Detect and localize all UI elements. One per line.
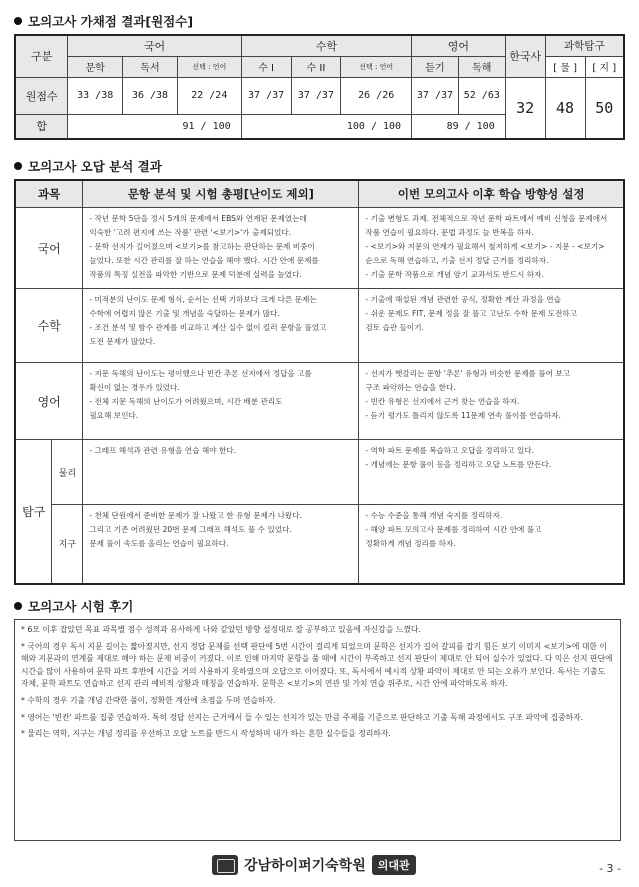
subheader-kor-elective: 선택 : 언어 [177,56,241,77]
score-history: 32 [505,77,545,139]
review-section-title [14,597,133,615]
bullet-icon [14,17,22,25]
plan-line: - 역학 파트 문제를 복습하고 오답을 정리하고 있다. [365,446,535,455]
header-analysis: 문항 분석 및 시험 총평[난이도 제외] [83,180,359,208]
plan-line: - 개념에는 문항 풀이 등을 정리하고 오답 노트를 만든다. [365,460,552,469]
subject-math: 수학 [15,289,83,363]
subheader-kor-read: 독서 [123,56,178,77]
plan-line: - 해양 파트 모의고사 문제를 정리하여 시간 안에 풀고 [365,525,542,534]
bullet-icon [14,162,22,170]
plan-english [359,363,624,440]
score-science-1: 48 [545,77,585,139]
analysis-line: 작품의 특징 실전을 파악한 기반으로 문제 덕분에 실력을 높였다. [89,270,302,279]
analysis-line: - 그래프 해석과 관련 유형을 연습 해야 한다. [89,446,237,455]
subheader-science-1: [ 물 ] [545,56,585,77]
header-science: 과학탐구 [545,35,624,56]
analysis-earth-science [83,505,359,584]
score-table [14,34,625,140]
score-section-title [14,12,193,30]
subheader-math-elective: 선택 : 언어 [341,56,412,77]
analysis-line: 늘었다. 또한 시간 관리를 잘 하는 연습을 해야 했다. 시간 안에 문제를 [89,256,319,265]
analysis-table [14,179,625,585]
subheader-math1: 수 I [241,56,291,77]
plan-line: - 수능 수준을 통해 개념 숙지를 정리하자. [365,511,503,520]
score-math2: 37 /37 [291,77,341,114]
score-eng-read: 52 /63 [458,77,505,114]
analysis-korean [83,208,359,289]
score-kor-lit: 33 /38 [68,77,123,114]
analysis-english [83,363,359,440]
row-raw-label: 원점수 [15,77,68,114]
analysis-line: - 작년 문학 5단을 정시 5개의 문제에서 EBS와 연계된 문제였는데 [89,214,307,223]
page-number: - 3 - [599,862,621,875]
plan-line: 구조 파악하는 연습을 한다. [365,383,456,392]
review-paragraph: * 물리는 역학, 지구는 개념 정리를 우선하고 오답 노트를 반드시 작성하며 내가 하는 흔한 실수들을 정리하자. [21,729,391,739]
plan-line: 정확하게 개념 정리를 하자. [365,539,456,548]
header-history: 한국사 [505,35,545,77]
footer [212,855,416,875]
plan-line: 순으로 독해 연습하고, 기출 선지 정답 근거를 정리하자. [365,256,549,265]
row-total-label: 합 [15,114,68,139]
subheader-science-2: [ 지 ] [585,56,624,77]
header-category: 구분 [15,35,68,77]
analysis-line: - 지문 독해의 난이도는 평이했으나 빈칸 추론 선지에서 정답을 고를 [89,369,312,378]
subject-english: 영어 [15,363,83,440]
review-box [14,619,621,841]
score-kor-elective: 22 /24 [177,77,241,114]
plan-physics [359,440,624,505]
analysis-math [83,289,359,363]
score-math-elective: 26 /26 [341,77,412,114]
bullet-icon [14,602,22,610]
plan-line: - <보기>와 지문의 연계가 필요해서 철저하게 <보기> - 지문 - <보기> [365,242,605,251]
analysis-line: - 천체 단원에서 준비한 문제가 잘 나왔고 한 유형 문제가 나왔다. [89,511,302,520]
score-section-title-text: 모의고사 가채점 결과[원점수] [28,14,194,29]
analysis-section-title-text: 모의고사 오답 분석 결과 [28,159,162,174]
score-eng-listen: 37 /37 [412,77,459,114]
plan-line: - 쉬운 문제도 FIT, 문제 정을 잘 풀고 고난도 수학 문제 도전하고 [365,309,578,318]
plan-line: - 기출 변형도 과제. 전체적으로 작년 문학 파트에서 예비 신청을 문제에서 [365,214,608,223]
analysis-line: 도전 문제가 많았다. [89,337,156,346]
review-paragraph: * 수학의 경우 기출 개념 간략한 풀이, 정확한 계산에 초점을 두며 연습하자. [21,695,276,705]
plan-math [359,289,624,363]
academy-logo-icon [212,855,238,875]
header-plan: 이번 모의고사 이후 학습 방향성 설정 [359,180,624,208]
score-science-2: 50 [585,77,624,139]
score-kor-read: 36 /38 [123,77,178,114]
analysis-line: - 전체 지문 독해의 난이도가 어려웠으며, 시간 배분 관리도 [89,397,283,406]
branch-badge: 의대관 [372,855,416,875]
plan-line: - 기출 문학 작품으로 개념 암기 교과서도 반드시 하자. [365,270,544,279]
subheader-eng-read: 독해 [458,56,505,77]
analysis-line: - 문학 선지가 길어졌으며 <보기>를 참고하는 판단하는 문제 비중이 [89,242,315,251]
plan-line: - 선지가 헷갈리는 문항 '추론' 유형과 비슷한 문제를 풀어 보고 [365,369,571,378]
analysis-line: 필요해 보인다. [89,411,139,420]
plan-line: 작품 연습이 필요하다. 문법 과정도 늘 반복을 하자. [365,228,534,237]
header-subject: 과목 [15,180,83,208]
subheader-eng-listen: 듣기 [412,56,459,77]
subheader-math2: 수 II [291,56,341,77]
total-english: 89 / 100 [412,114,506,139]
analysis-line: - 미적분의 난이도 문제 형식, 순서는 선택 기하보다 크게 다른 문제는 [89,295,317,304]
analysis-line: - 조건 분석 및 함수 관계를 비교하고 계산 실수 없이 킬러 문항을 풀었고 [89,323,327,332]
academy-name: 강남하이퍼기숙학원 [244,858,366,874]
analysis-line: 확신이 없는 경우가 있었다. [89,383,180,392]
analysis-line: 수학에 어렵지 않은 기출 및 개념을 숙달하는 문제가 많다. [89,309,280,318]
plan-line: - 기출에 해설된 개념 관련한 공식, 정확한 계산 과정을 연습 [365,295,561,304]
review-paragraph: * 국어의 경우 독서 지문 길이는 짧아졌지만, 선지 정답 문제를 선택 판단에 5번 시간이 걸리게 되었으며 문학은 선지가 길어 갈피를 잡기 힘든 보기 이미지 <보기>에 대한 이해와 지문과의 연계를 제대로 해야 하는 문제 비중이 커졌다. 이로 인해 마지막 문항을 풀 때에 시간이 부족하고 선지 판단이 제대로 안 되어 실수가 있었다. 다 익은 선지 판단에 시간을 많이 사용하여 문학 파트 후반에 시간을 거의 사용하지 못하였으며 오답으로 이어졌다. 또, 독서에서 예시적 상황 파악이 제대로 안 되는 오류가 보인다. 독서는 기출도 자체, 문학 파트도 연습하고 선지 관리 예비적 상황과 매칭을 연습하자. 문학은 <보기>의 연관 및 가치 연습 위주로, 시간 안에 파악하도록 하자. [21,641,613,689]
analysis-line: 문제 풀이 속도를 올리는 연습이 필요하다. [89,539,229,548]
header-math: 수학 [241,35,411,56]
review-section-title-text: 모의고사 시험 후기 [28,599,134,614]
review-paragraph: * 6모 이후 잡았던 목표 과목별 점수 성적과 유사하게 나와 같았던 방향 설정대로 잘 공부하고 있음에 자신감을 느꼈다. [21,625,421,634]
analysis-line: 익숙한 '고려 편지에 쓰는 작품' 관련 '<보기>'가 출제되었다. [89,228,292,237]
header-korean: 국어 [68,35,241,56]
total-korean: 91 / 100 [68,114,241,139]
score-math1: 37 /37 [241,77,291,114]
plan-earth-science [359,505,624,584]
plan-line: - 듣기 평가도 틀리지 않도록 11문제 연속 풀이를 연습하자. [365,411,561,420]
subheader-kor-lit: 문학 [68,56,123,77]
review-paragraph: * 영어는 '빈칸' 파트를 집중 연습하자. 특히 정답 선지는 근거에서 들 수 있는 선지가 있는 만큼 주제를 기준으로 판단하고 기출 독해 과정에서도 구조 파악에 집중하자. [21,712,584,722]
analysis-section-title [14,157,162,175]
total-math: 100 / 100 [241,114,411,139]
header-english: 영어 [412,35,506,56]
subject-korean: 국어 [15,208,83,289]
analysis-physics [83,440,359,505]
plan-korean [359,208,624,289]
analysis-line: 그리고 기존 어려웠던 20번 문제 그래프 해석도 풀 수 있었다. [89,525,292,534]
subject-earth-science: 지구 [52,505,83,584]
plan-line: 검토 습관 들이기. [365,323,424,332]
subject-inquiry: 탐구 [15,440,52,584]
subject-physics: 물리 [52,440,83,505]
plan-line: - 빈칸 유형은 선지에서 근거 찾는 연습을 하자. [365,397,520,406]
